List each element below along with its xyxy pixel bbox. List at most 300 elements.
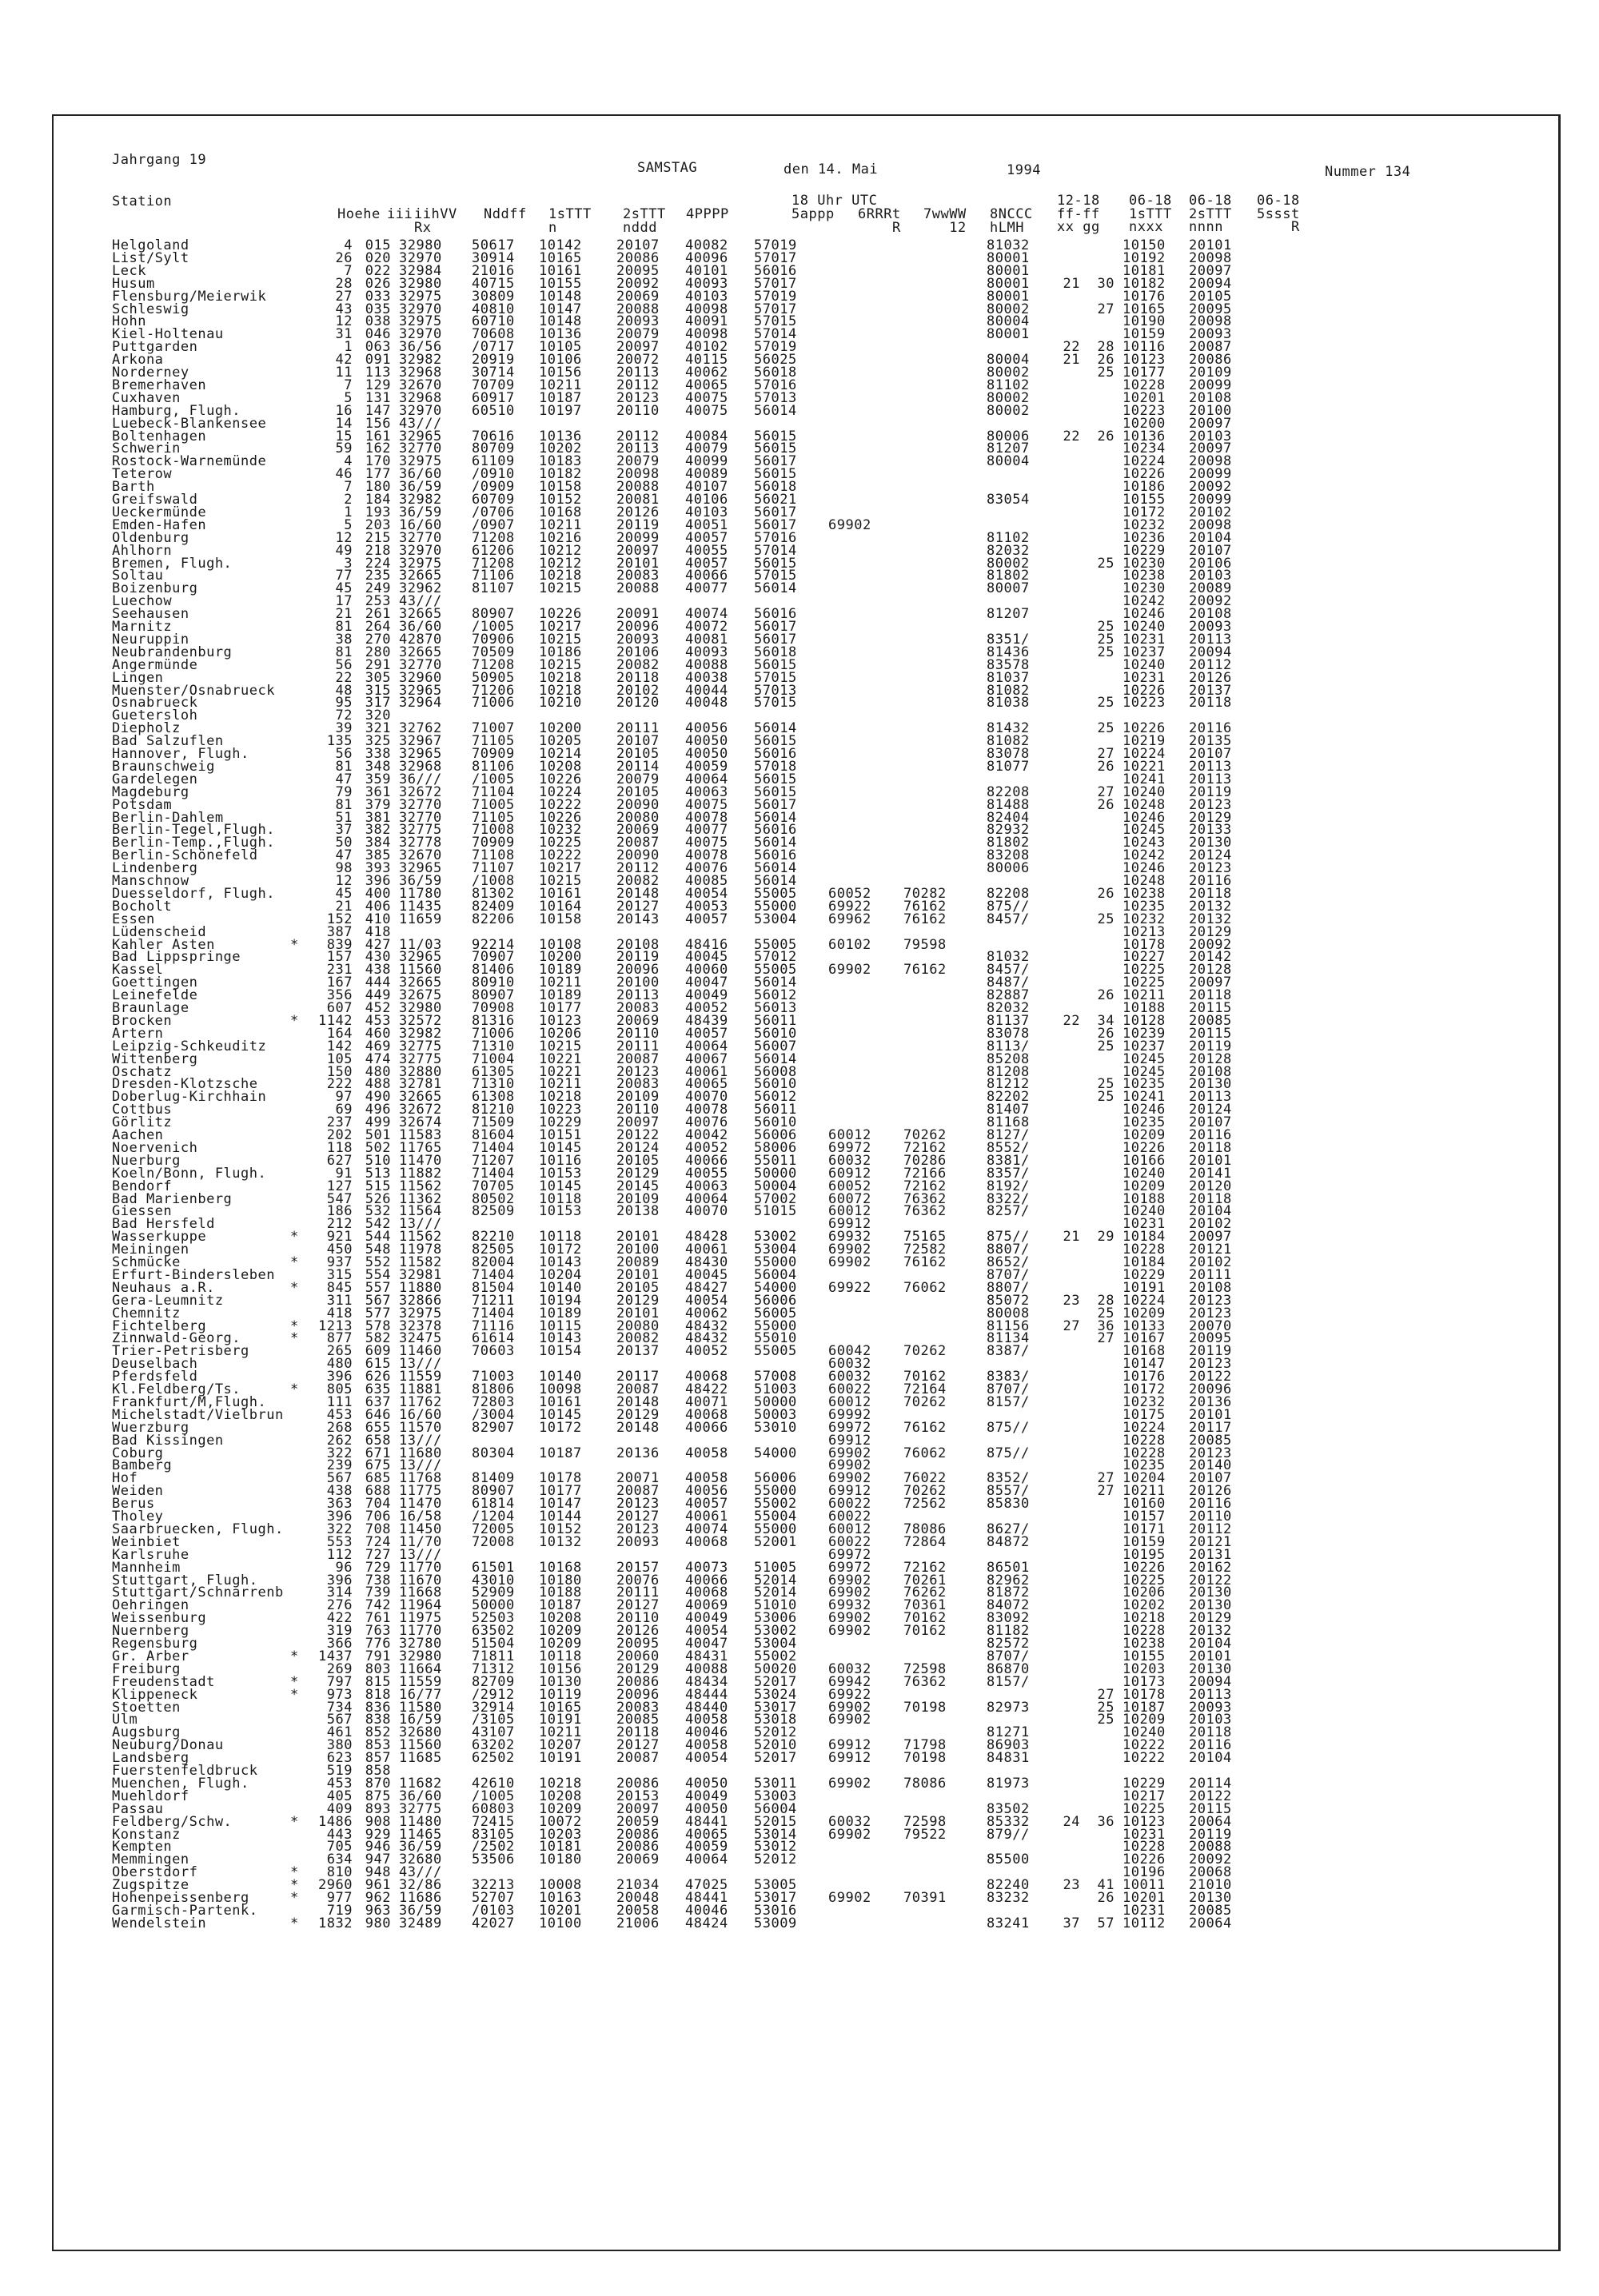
p5-value: 54000 — [754, 1445, 797, 1461]
t2-value: 20086 — [616, 1673, 660, 1690]
t2-value: 20118 — [616, 1724, 660, 1741]
w7-value: 72164 — [903, 1381, 947, 1397]
nc8-value: 80002 — [987, 555, 1030, 572]
tn-value: 21010 — [1189, 1877, 1232, 1894]
t1-value: 10143 — [539, 1330, 582, 1347]
p5-value: 53011 — [754, 1775, 797, 1792]
t1-value: 10106 — [539, 352, 582, 369]
p5-value: 51005 — [754, 1559, 797, 1576]
hoehe-value: 56 — [335, 746, 353, 762]
tx-value: 10235 — [1122, 1114, 1166, 1131]
iii-value: 400 — [365, 885, 391, 902]
tx-value: 10209 — [1122, 1712, 1166, 1728]
t2-value: 20079 — [616, 453, 660, 470]
nc8-value: 81407 — [987, 1102, 1030, 1118]
nc8-value: 84072 — [987, 1597, 1030, 1614]
iii-value: 218 — [365, 542, 391, 559]
p4-value: 48430 — [685, 1254, 728, 1270]
hoehe-value: 1142 — [318, 1012, 353, 1029]
w7-value: 70262 — [903, 1343, 947, 1360]
ff2-value: 25 — [1097, 695, 1115, 712]
hoehe-value: 150 — [326, 1063, 353, 1080]
tn-value: 20085 — [1189, 1012, 1232, 1029]
hoehe-value: 405 — [326, 1788, 353, 1804]
station-name: Noervenich — [112, 1139, 198, 1156]
station-name: Bad Lippspringe — [112, 949, 241, 966]
p4-value: 40068 — [685, 1406, 728, 1423]
tn-value: 20108 — [1189, 606, 1232, 623]
station-name: Stoetten — [112, 1699, 181, 1716]
hoehe-value: 96 — [335, 1559, 353, 1576]
tx-value: 10235 — [1122, 1457, 1166, 1474]
tx-value: 10175 — [1122, 1406, 1166, 1423]
t1-value: 10155 — [539, 275, 582, 292]
nc8-value: 82208 — [987, 783, 1030, 800]
t2-value: 20101 — [616, 1305, 660, 1321]
ff1-value: 22 — [1063, 1012, 1080, 1029]
iii-value: 147 — [365, 402, 391, 419]
p5-value: 56014 — [754, 860, 797, 877]
t2-value: 20148 — [616, 885, 660, 902]
t1-value: 10207 — [539, 1737, 582, 1754]
station-name: Oberstdorf — [112, 1864, 198, 1881]
t2-value: 20085 — [616, 1712, 660, 1728]
nddff-value: /0103 — [472, 1902, 515, 1919]
iii-value: 193 — [365, 504, 391, 520]
p4-value: 40098 — [685, 301, 728, 317]
p5-value: 55005 — [754, 885, 797, 902]
ihvv-value: 32970 — [399, 326, 442, 343]
p5-value: 53009 — [754, 1915, 797, 1931]
iii-value: 671 — [365, 1445, 391, 1461]
tx-value: 10225 — [1122, 975, 1166, 991]
station-name: Karlsruhe — [112, 1546, 189, 1563]
station-name: Erfurt-Bindersleben — [112, 1266, 275, 1283]
hoehe-value: 97 — [335, 1089, 353, 1106]
ihvv-value: 11964 — [399, 1597, 442, 1614]
t1-value: 10197 — [539, 402, 582, 419]
nddff-value: 92214 — [472, 936, 515, 953]
t1-value: 10217 — [539, 860, 582, 877]
iii-value: 646 — [365, 1406, 391, 1423]
col-4pppp: 4PPPP — [686, 206, 729, 222]
iii-value: 803 — [365, 1660, 391, 1677]
tn-value: 20119 — [1189, 1343, 1232, 1360]
t1-value: 10098 — [539, 1381, 582, 1397]
iii-value: 763 — [365, 1623, 391, 1640]
tx-value: 10222 — [1122, 1750, 1166, 1767]
p5-value: 56014 — [754, 402, 797, 419]
station-name: Doberlug-Kirchhain — [112, 1089, 267, 1106]
t1-value: 10182 — [539, 466, 582, 483]
p5-value: 57012 — [754, 949, 797, 966]
nddff-value: 81106 — [472, 758, 515, 775]
p5-value: 56017 — [754, 453, 797, 470]
hoehe-value: 59 — [335, 440, 353, 457]
hoehe-value: 157 — [326, 949, 353, 966]
mountain-marker: * — [290, 1813, 299, 1830]
ff2-value: 26 — [1097, 987, 1115, 1004]
station-name: Osnabrueck — [112, 695, 198, 712]
p5-value: 56010 — [754, 1076, 797, 1093]
station-name: Bad Kissingen — [112, 1432, 224, 1449]
w7-value: 72162 — [903, 1559, 947, 1576]
p5-value: 52001 — [754, 1533, 797, 1550]
tx-value: 10246 — [1122, 860, 1166, 877]
nc8-value: 83502 — [987, 1800, 1030, 1817]
t2-value: 20069 — [616, 1012, 660, 1029]
t1-value: 10158 — [539, 479, 582, 496]
ihvv-value: 11880 — [399, 1279, 442, 1296]
nddff-value: /0717 — [472, 339, 515, 356]
r6-value: 69932 — [828, 1597, 871, 1614]
station-name: Zinnwald-Georg. — [112, 1330, 241, 1347]
p4-value: 40103 — [685, 504, 728, 520]
hoehe-value: 937 — [326, 1254, 353, 1270]
hoehe-value: 12 — [335, 873, 353, 889]
station-name: Teterow — [112, 466, 173, 483]
r6-value: 60012 — [828, 1127, 871, 1143]
tn-value: 20115 — [1189, 1800, 1232, 1817]
station-name: Zugspitze — [112, 1877, 189, 1894]
nc8-value: 81102 — [987, 529, 1030, 546]
nc8-value: 82208 — [987, 885, 1030, 902]
tn-value: 20122 — [1189, 1572, 1232, 1588]
nc8-value: 81032 — [987, 237, 1030, 253]
nddff-value: 81302 — [472, 885, 515, 902]
ihvv-value: 32572 — [399, 1012, 442, 1029]
hoehe-value: 28 — [335, 275, 353, 292]
p4-value: 40068 — [685, 1584, 728, 1601]
tx-value: 10209 — [1122, 1305, 1166, 1321]
p4-value: 40060 — [685, 962, 728, 979]
station-name: Weiden — [112, 1483, 164, 1500]
t1-value: 10211 — [539, 975, 582, 991]
p4-value: 40058 — [685, 1445, 728, 1461]
ff2-value: 26 — [1097, 1025, 1115, 1042]
tn-value: 20118 — [1189, 987, 1232, 1004]
hoehe-value: 422 — [326, 1610, 353, 1627]
iii-value: 739 — [365, 1584, 391, 1601]
ihvv-value: 13/// — [399, 1356, 442, 1373]
p4-value: 40047 — [685, 1636, 728, 1652]
r6-value: 69902 — [828, 1457, 871, 1474]
p5-value: 57013 — [754, 389, 797, 406]
nddff-value: 71211 — [472, 1292, 515, 1309]
t2-value: 20111 — [616, 720, 660, 737]
station-name: Muenster/Osnabrueck — [112, 682, 275, 699]
ihvv-value: 11560 — [399, 1737, 442, 1754]
iii-value: 557 — [365, 1279, 391, 1296]
p5-value: 52010 — [754, 1737, 797, 1754]
nc8-value: 81137 — [987, 1012, 1030, 1029]
tx-value: 10248 — [1122, 873, 1166, 889]
station-name: Berlin-Dahlem — [112, 809, 224, 826]
iii-value: 291 — [365, 656, 391, 673]
iii-value: 170 — [365, 453, 391, 470]
nc8-value: 81207 — [987, 440, 1030, 457]
p5-value: 53017 — [754, 1890, 797, 1906]
t1-value: 10209 — [539, 1623, 582, 1640]
ihvv-value: 32770 — [399, 656, 442, 673]
tx-value: 10246 — [1122, 809, 1166, 826]
hoehe-value: 45 — [335, 580, 353, 597]
p4-value: 40101 — [685, 262, 728, 279]
ihvv-value: 32968 — [399, 365, 442, 381]
p5-value: 56015 — [754, 656, 797, 673]
tx-value: 10165 — [1122, 301, 1166, 317]
tn-value: 20130 — [1189, 1584, 1232, 1601]
t1-value: 10158 — [539, 911, 582, 927]
tn-value: 20092 — [1189, 593, 1232, 610]
tn-value: 20130 — [1189, 1890, 1232, 1906]
nddff-value: 81107 — [472, 580, 515, 597]
p5-value: 56014 — [754, 1050, 797, 1067]
iii-value: 857 — [365, 1750, 391, 1767]
tx-value: 10240 — [1122, 783, 1166, 800]
iii-value: 033 — [365, 288, 391, 305]
tn-value: 20116 — [1189, 1737, 1232, 1754]
t1-value: 10226 — [539, 606, 582, 623]
iii-value: 180 — [365, 479, 391, 496]
tn-value: 20123 — [1189, 1445, 1232, 1461]
tx-value: 10159 — [1122, 326, 1166, 343]
hoehe-value: 453 — [326, 1406, 353, 1423]
tn-value: 20109 — [1189, 365, 1232, 381]
tn-value: 20129 — [1189, 923, 1232, 940]
p5-value: 56012 — [754, 987, 797, 1004]
iii-value: 838 — [365, 1712, 391, 1728]
tn-value: 20130 — [1189, 1660, 1232, 1677]
t2-value: 20088 — [616, 301, 660, 317]
nddff-value: 40715 — [472, 275, 515, 292]
nddff-value: 52503 — [472, 1610, 515, 1627]
ihvv-value: 43/// — [399, 593, 442, 610]
p5-value: 56007 — [754, 1038, 797, 1054]
iii-value: 875 — [365, 1788, 391, 1804]
iii-value: 020 — [365, 249, 391, 266]
iii-value: 675 — [365, 1457, 391, 1474]
tx-value: 10228 — [1122, 377, 1166, 393]
hoehe-value: 977 — [326, 1890, 353, 1906]
p5-value: 56016 — [754, 847, 797, 864]
tx-value: 10237 — [1122, 644, 1166, 660]
t2-value: 20105 — [616, 746, 660, 762]
w7-value: 72166 — [903, 1165, 947, 1182]
tx-value: 10195 — [1122, 1546, 1166, 1563]
tx-value: 10232 — [1122, 911, 1166, 927]
w7-value: 76362 — [903, 1203, 947, 1220]
t2-value: 20082 — [616, 1330, 660, 1347]
hoehe-value: 7 — [344, 377, 353, 393]
nc8-value: 81872 — [987, 1584, 1030, 1601]
hoehe-value: 142 — [326, 1038, 353, 1054]
p5-value: 57017 — [754, 275, 797, 292]
hoehe-value: 356 — [326, 987, 353, 1004]
t1-value: 10221 — [539, 1063, 582, 1080]
w7-value: 72162 — [903, 1139, 947, 1156]
nddff-value: 60917 — [472, 389, 515, 406]
nddff-value: 80907 — [472, 606, 515, 623]
iii-value: 381 — [365, 809, 391, 826]
p4-value: 40047 — [685, 975, 728, 991]
ihvv-value: 32962 — [399, 580, 442, 597]
nc8-value: 81802 — [987, 835, 1030, 851]
iii-value: 655 — [365, 1419, 391, 1436]
tn-value: 20133 — [1189, 822, 1232, 839]
nc8-value: 81436 — [987, 644, 1030, 660]
p4-value: 40082 — [685, 237, 728, 253]
hoehe-value: 81 — [335, 644, 353, 660]
tn-value: 20086 — [1189, 352, 1232, 369]
tn-value: 20104 — [1189, 1203, 1232, 1220]
tn-value: 20113 — [1189, 758, 1232, 775]
iii-value: 453 — [365, 1012, 391, 1029]
ihvv-value: 11762 — [399, 1393, 442, 1410]
tn-value: 20095 — [1189, 301, 1232, 317]
t1-value: 10108 — [539, 936, 582, 953]
p4-value: 40107 — [685, 479, 728, 496]
tn-value: 20064 — [1189, 1813, 1232, 1830]
nddff-value: 50617 — [472, 237, 515, 253]
p4-value: 48441 — [685, 1890, 728, 1906]
nc8-value: 83232 — [987, 1890, 1030, 1906]
t2-value: 20097 — [616, 1800, 660, 1817]
nddff-value: 80910 — [472, 975, 515, 991]
iii-value: 870 — [365, 1775, 391, 1792]
p4-value: 40075 — [685, 389, 728, 406]
station-name: Freudenstadt — [112, 1673, 215, 1690]
w7-value: 76162 — [903, 1254, 947, 1270]
hoehe-value: 27 — [335, 288, 353, 305]
iii-value: 961 — [365, 1877, 391, 1894]
ihvv-value: 32781 — [399, 1076, 442, 1093]
nddff-value: 81806 — [472, 1381, 515, 1397]
nddff-value: 42610 — [472, 1775, 515, 1792]
nc8-value: 875// — [987, 1229, 1030, 1246]
t1-value: 10188 — [539, 1584, 582, 1601]
ihvv-value: 11/03 — [399, 936, 442, 953]
iii-value: 038 — [365, 313, 391, 330]
tx-value: 10242 — [1122, 593, 1166, 610]
hoehe-value: 135 — [326, 733, 353, 750]
t1-value: 10172 — [539, 1242, 582, 1258]
t1-value: 10222 — [539, 796, 582, 813]
ff2-value: 25 — [1097, 720, 1115, 737]
ff2-value: 27 — [1097, 301, 1115, 317]
tx-value: 10226 — [1122, 682, 1166, 699]
p5-value: 57015 — [754, 669, 797, 686]
ihvv-value: 32775 — [399, 1800, 442, 1817]
iii-value: 280 — [365, 644, 391, 660]
t1-value: 10200 — [539, 949, 582, 966]
ihvv-value: 32965 — [399, 428, 442, 444]
station-name: Bremerhaven — [112, 377, 207, 393]
p4-value: 48432 — [685, 1330, 728, 1347]
iii-value: 947 — [365, 1852, 391, 1868]
station-name: Puttgarden — [112, 339, 198, 356]
hoehe-value: 553 — [326, 1533, 353, 1550]
p4-value: 48427 — [685, 1279, 728, 1296]
t1-value: 10189 — [539, 1305, 582, 1321]
station-name: Kahler Asten — [112, 936, 215, 953]
p4-value: 40048 — [685, 695, 728, 712]
t2-value: 20088 — [616, 580, 660, 597]
p5-value: 56018 — [754, 479, 797, 496]
mountain-marker: * — [290, 1673, 299, 1690]
p4-value: 40054 — [685, 1750, 728, 1767]
t1-value: 10118 — [539, 1229, 582, 1246]
nc8-value: 81037 — [987, 669, 1030, 686]
p5-value: 56016 — [754, 262, 797, 279]
t1-value: 10218 — [539, 1089, 582, 1106]
w7-value: 70262 — [903, 1483, 947, 1500]
station-name: Neuburg/Donau — [112, 1737, 224, 1754]
nddff-value: 70608 — [472, 326, 515, 343]
tn-value: 20092 — [1189, 479, 1232, 496]
hoehe-value: 547 — [326, 1190, 353, 1207]
p4-value: 40065 — [685, 1076, 728, 1093]
ff2-value: 36 — [1097, 1317, 1115, 1334]
t1-value: 10200 — [539, 720, 582, 737]
t2-value: 20100 — [616, 1242, 660, 1258]
hoehe-value: 39 — [335, 720, 353, 737]
ff2-value: 30 — [1097, 275, 1115, 292]
nddff-value: 40810 — [472, 301, 515, 317]
tx-value: 10123 — [1122, 352, 1166, 369]
jahrgang-label: Jahrgang 19 — [112, 152, 207, 168]
p4-value: 40070 — [685, 1203, 728, 1220]
ihvv-value: 32762 — [399, 720, 442, 737]
p4-value: 40052 — [685, 1343, 728, 1360]
station-name: Neubrandenburg — [112, 644, 233, 660]
ihvv-value: 11680 — [399, 1445, 442, 1461]
tn-value: 20107 — [1189, 1114, 1232, 1131]
p5-value: 55004 — [754, 1509, 797, 1525]
nddff-value: 61305 — [472, 1063, 515, 1080]
ihvv-value: 32665 — [399, 644, 442, 660]
station-name: Frankfurt/M,Flugh. — [112, 1393, 267, 1410]
station-name: Gr. Arber — [112, 1648, 189, 1664]
t2-value: 20095 — [616, 1636, 660, 1652]
tx-value: 10231 — [1122, 1826, 1166, 1843]
tn-value: 20099 — [1189, 492, 1232, 508]
nddff-value: 70705 — [472, 1178, 515, 1194]
w7-value: 72582 — [903, 1242, 947, 1258]
tn-value: 20094 — [1189, 275, 1232, 292]
t2-value: 20143 — [616, 911, 660, 927]
hoehe-value: 567 — [326, 1470, 353, 1487]
nc8-value: 81432 — [987, 720, 1030, 737]
iii-value: 544 — [365, 1229, 391, 1246]
station-name: Schleswig — [112, 301, 189, 317]
station-name: Wuerzburg — [112, 1419, 189, 1436]
t1-value: 10183 — [539, 453, 582, 470]
tn-value: 20108 — [1189, 1279, 1232, 1296]
p5-value: 50000 — [754, 1165, 797, 1182]
iii-value: 963 — [365, 1902, 391, 1919]
station-name: Coburg — [112, 1445, 164, 1461]
t2-value: 20109 — [616, 1089, 660, 1106]
iii-value: 410 — [365, 911, 391, 927]
iii-value: 315 — [365, 682, 391, 699]
hoehe-value: 72 — [335, 708, 353, 724]
p4-value: 40077 — [685, 822, 728, 839]
hoehe-value: 127 — [326, 1178, 353, 1194]
tx-value: 10166 — [1122, 1152, 1166, 1169]
ff2-value: 26 — [1097, 1890, 1115, 1906]
t1-value: 10189 — [539, 987, 582, 1004]
